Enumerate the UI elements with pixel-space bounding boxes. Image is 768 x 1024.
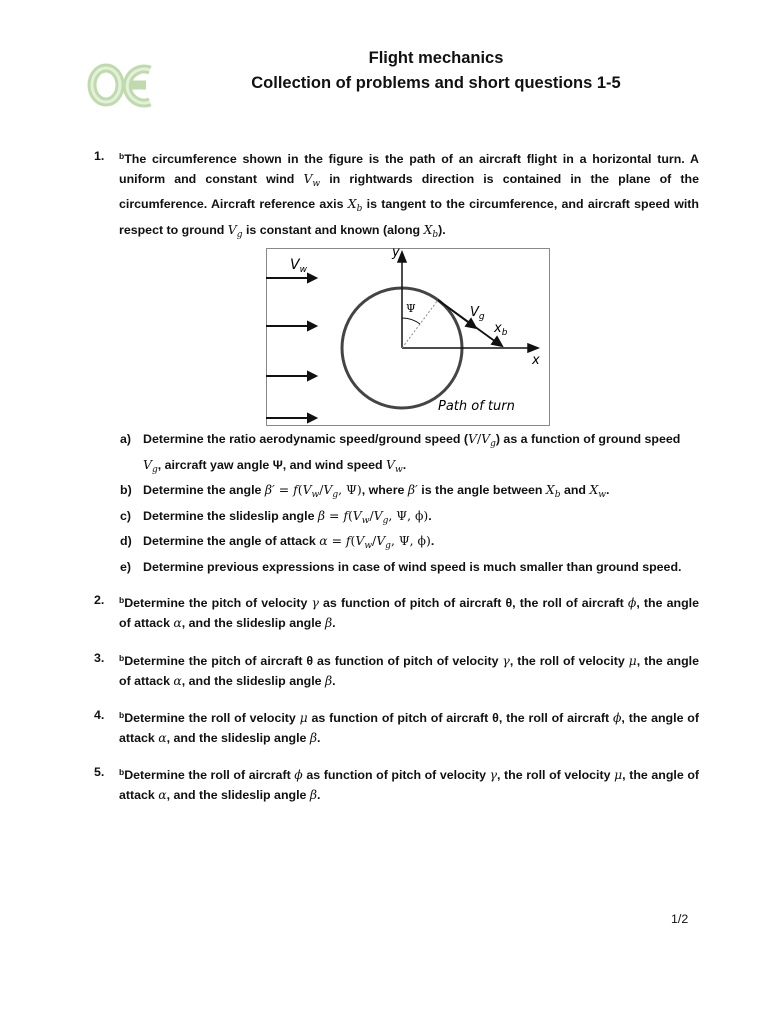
document-subtitle: Collection of problems and short questions 1-5 xyxy=(251,74,621,92)
turn-path-figure xyxy=(266,242,550,426)
subquestion-e: e) Determine previous expressions in case of wind speed is much smaller than ground speed. xyxy=(120,559,682,574)
subquestion-c: c) Determine the slideslip angle $\beta = f(V_w/V_g$, Ψ, ϕ). xyxy=(120,507,432,526)
document-title: Flight mechanics xyxy=(368,49,504,67)
problem-number: 1. xyxy=(94,149,105,163)
document-title-block xyxy=(160,46,712,96)
subquestions-list xyxy=(120,429,700,578)
wind-label: $V_w$ xyxy=(290,257,307,275)
problem-5: 5. $^b$Determine the roll of aircraft ϕ as function of pitch of velocity γ, the roll of velocity μ, the angle of attack α, and the slideslip angle β. xyxy=(94,765,700,803)
psi-label: Ψ xyxy=(406,302,416,315)
page-number: 1/2 xyxy=(671,912,689,926)
subquestion-d: d) Determine the angle of attack $\alpha = f(V_w/V_g$, Ψ, ϕ). xyxy=(120,533,435,552)
x-axis-label: x xyxy=(532,353,540,368)
vg-label: $V_g$ xyxy=(470,305,485,322)
xb-label: $x_b$ xyxy=(494,321,508,338)
problem-sup: b xyxy=(119,151,125,161)
subquestion-a: a) Determine the ratio aerodynamic speed/ground speed $(V/V_g)$ as a function of ground speed $V_g$, aircraft yaw angle Ψ, and wind speed $V_w$. xyxy=(120,431,681,475)
problem-text: $^b$The circumference shown in the figure is the path of an aircraft flight in a horizontal turn. A uniform and constant wind $V_w$ in rightwards direction is contained in the plane of the circumference. Aircraft reference axis $X_b$ is tangent to the circumference, and aircraft speed with respect to ground $V_g$ is constant and known (along $X_b$). xyxy=(119,151,700,240)
problem-3: 3. $^b$Determine the pitch of aircraft θ as function of pitch of velocity γ, the roll of velocity μ, the angle of attack α, and the slideslip angle β. xyxy=(94,651,700,689)
path-of-turn-label: Path of turn xyxy=(438,399,515,414)
problem-1 xyxy=(94,147,699,245)
oe-logo-icon xyxy=(86,56,156,114)
y-axis-label: y xyxy=(392,245,400,260)
problem-4: 4. $^b$Determine the roll of velocity μ as function of pitch of aircraft θ, the roll of aircraft ϕ, the angle of attack α, and the slideslip angle β. xyxy=(94,708,699,746)
problem-2: 2. $^b$Determine the pitch of velocity γ as function of pitch of aircraft θ, the roll of aircraft ϕ, the angle of attack α, and the slideslip angle β. xyxy=(94,593,699,631)
subquestion-b: b) Determine the angle $\beta' = f(V_w/V_g$, Ψ), where β′ is the angle between $X_b$ and $X_w$. xyxy=(120,482,610,501)
